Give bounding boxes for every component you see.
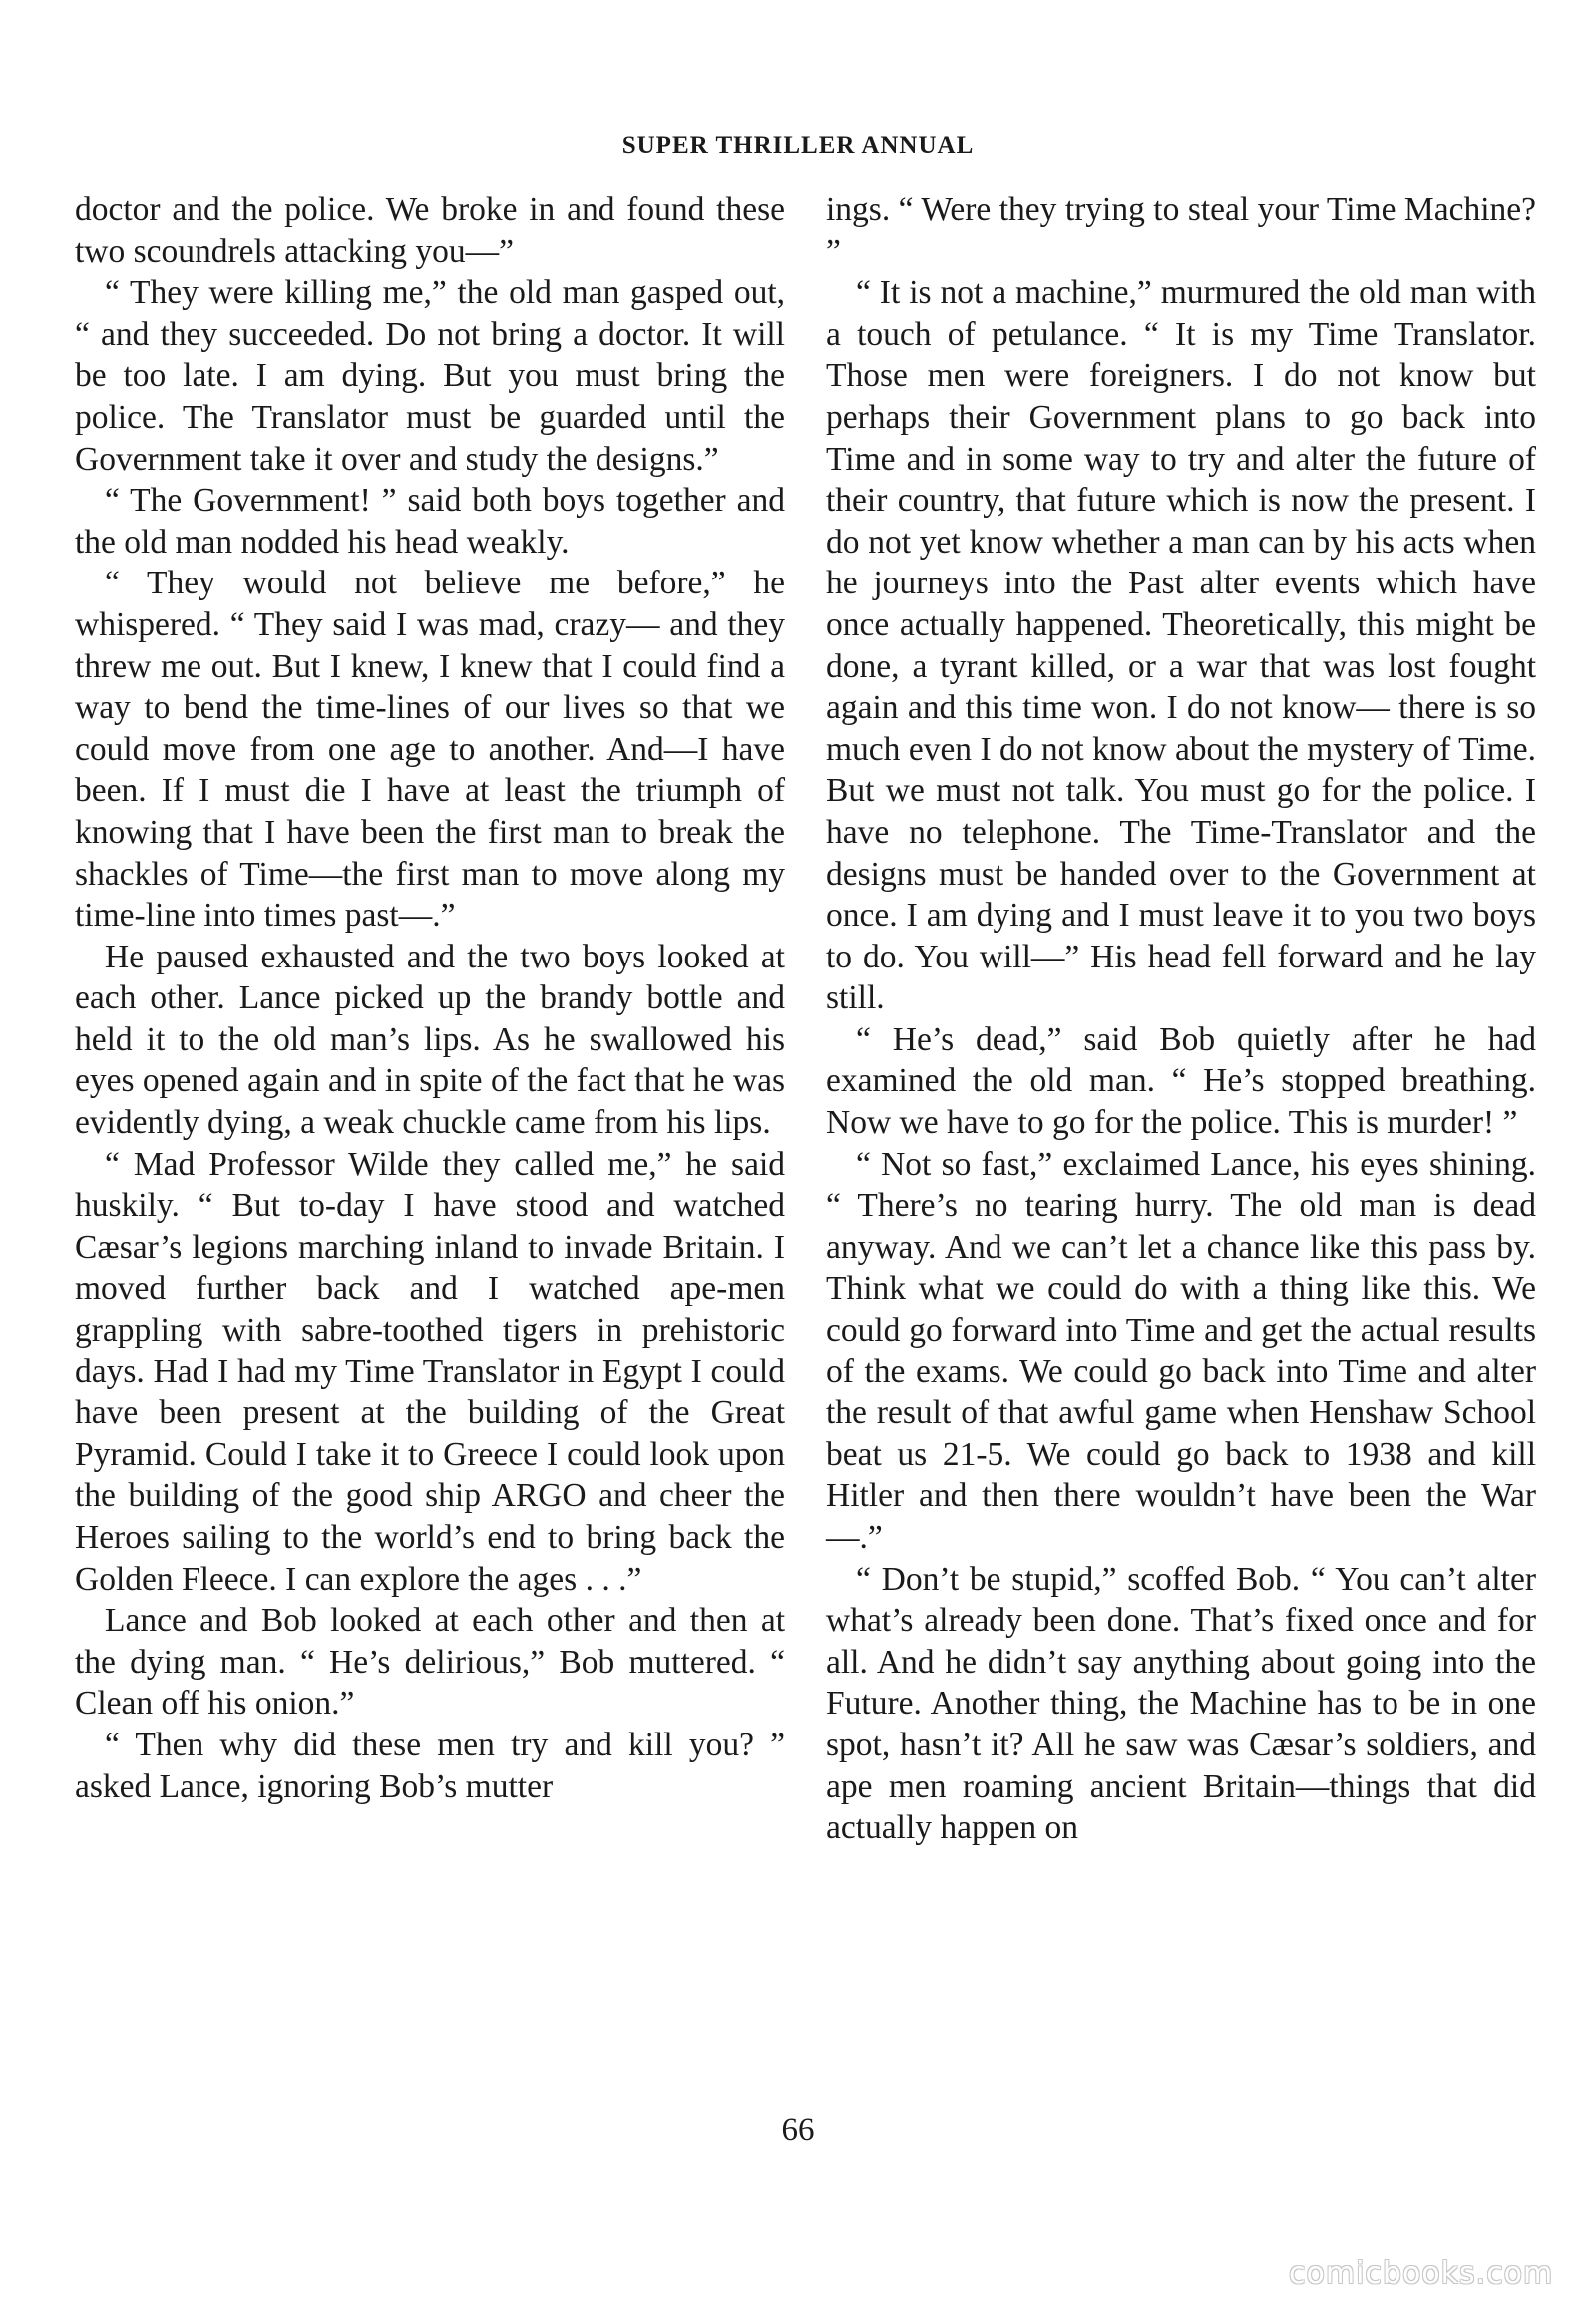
paragraph: doctor and the police. We broke in and found these two scoundrels attacking you—” [75, 192, 785, 270]
running-title: SUPER THRILLER ANNUAL [621, 132, 975, 159]
right-text-column [826, 190, 1536, 1849]
paragraph: Lance and Bob looked at each other and then at the dying man. “ He’s delirious,” Bob muttered. “ Clean off his onion.” [75, 1602, 785, 1723]
paragraph: “ Mad Professor Wilde they called me,” he said huskily. “ But to-day I have stood and watched Cæsar’s legions marching inland to invade Britain. I moved further back and I watched ape-men grappling with sabre-toothed tigers in prehistoric days. Had I had my Time Translator in Egypt I could have been present at the building of the Great Pyramid. Could I take it to Greece I could look upon the building of the good ship ARGO and cheer the Heroes sailing to the world’s end to bring back the Golden Fleece. I can explore the ages . . .” [75, 1145, 785, 1598]
watermark: comicbooks.com [1289, 2256, 1554, 2291]
paragraph: “ They would not believe me before,” he whispered. “ They said I was mad, crazy— and they threw me out. But I knew, I knew that I could find a way to bend the time-lines of our lives so that we could move from one age to another. And—I have been. If I must die I have at least the triumph of knowing that I have been the first man to break the shackles of Time—the first man to move along my time-line into times past—.” [75, 565, 785, 935]
paragraph: “ He’s dead,” said Bob quietly after he had examined the old man. “ He’s stopped breathing. Now we have to go for the police. This is murder! ” [826, 1020, 1536, 1142]
paragraph: “ They were killing me,” the old man gasped out, “ and they succeeded. Do not bring a doctor. It will be too late. I am dying. But you must bring the police. The Translator must be guarded until the Government take it over and study the designs.” [75, 274, 785, 478]
left-text-column [75, 190, 785, 1807]
paragraph: He paused exhausted and the two boys looked at each other. Lance picked up the brandy bottle and held it to the old man’s lips. As he swallowed his eyes opened again and in spite of the fact that he was evidently dying, a weak chuckle came from his lips. [75, 938, 785, 1142]
paragraph: “ Not so fast,” exclaimed Lance, his eyes shining. “ There’s no tearing hurry. The old man is dead anyway. And we can’t let a chance like this pass by. Think what we could do with a thing like this. We could go forward into Time and get the actual results of the exams. We could go back into Time and alter the result of that awful game when Henshaw School beat us 21-5. We could go back to 1938 and kill Hitler and then there wouldn’t have been the War—.” [826, 1145, 1536, 1556]
paragraph: “ The Government! ” said both boys together and the old man nodded his head weakly. [75, 482, 785, 561]
paragraph: “ Then why did these men try and kill you? ” asked Lance, ignoring Bob’s mutter [75, 1726, 785, 1805]
page-number: 66 [781, 2113, 815, 2148]
paragraph: “ Don’t be stupid,” scoffed Bob. “ You can’t alter what’s already been done. That’s fixed once and for all. And he didn’t say anything about going into the Future. Another thing, the Machine has to be in one spot, hasn’t it? All he saw was Cæsar’s soldiers, and ape men roaming ancient Britain—things that did actually happen on [826, 1560, 1536, 1847]
paragraph: ings. “ Were they trying to steal your Time Machine? ” [826, 192, 1536, 270]
paragraph: “ It is not a machine,” murmured the old man with a touch of petulance. “ It is my Time Translator. Those men were foreigners. I do not know but perhaps their Government plans to go back into Time and in some way to try and alter the future of their country, that future which is now the present. I do not yet know whether a man can by his acts when he journeys into the Past alter events which have once actually happened. Theoretically, this might be done, a tyrant killed, or a war that was lost fought again and this time won. I do not know— there is so much even I do not know about the mystery of Time. But we must not talk. You must go for the police. I have no telephone. The Time-Translator and the designs must be handed over to the Government at once. I am dying and I must leave it to you two boys to do. You will—” His head fell forward and he lay still. [826, 274, 1536, 1017]
